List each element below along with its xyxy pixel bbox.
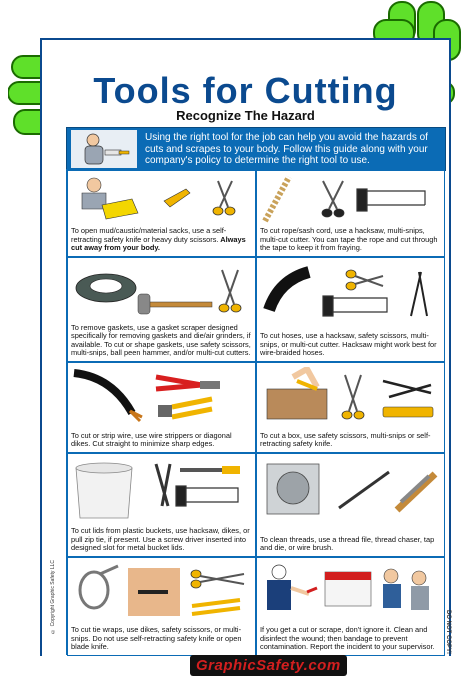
dikes-icon	[156, 464, 170, 506]
treating-wound-figure	[383, 569, 429, 610]
cell-gaskets	[67, 257, 256, 362]
hose-tools-art	[261, 262, 441, 322]
hacksaw-icon	[323, 296, 387, 316]
pliers-icon	[158, 399, 212, 417]
cell-box	[256, 362, 445, 453]
snips-icon	[411, 272, 427, 316]
poster-subtitle: Recognize The Hazard	[176, 108, 315, 123]
cell-tie-wraps-text: To cut tie wraps, use dikes, safety scissors, or multi-snips. Do not use self-retracting safety knife or open blade knife.	[71, 625, 242, 652]
scissors-icon	[346, 270, 383, 290]
cell-buckets-text: To cut lids from plastic buckets, use hacksaw, dikes, or pull zip tie, if present. Use a screw driver inserted into designed slot for metal bucket lids.	[71, 526, 250, 553]
gasket-icon	[76, 274, 136, 302]
sack-cutting-art	[72, 175, 252, 221]
cell-rope-text: To cut rope/sash cord, use a hacksaw, multi-snips, multi-cut cutter. You can tape the rope and cut through the tape to keep it from fraying.	[260, 226, 438, 253]
hacksaw-icon	[176, 486, 238, 506]
thread-file-icon	[339, 472, 389, 508]
hand-with-dikes-icon	[128, 568, 180, 616]
hammer-icon	[138, 294, 212, 314]
wire-stripper-icon	[156, 377, 220, 389]
cell-threads	[256, 453, 445, 557]
dikes-icon	[192, 600, 240, 614]
rope-icon	[265, 177, 289, 221]
cell-gaskets-text: To remove gaskets, use a gasket scraper designed specifically for removing gaskets and die/air grinders, if available. To cut or shape gaskets, use safety scissors, multi-snips, ball peen hammer, and/or multi-cut cutters.	[71, 322, 251, 358]
zip-tie-icon	[80, 566, 118, 608]
box-tools-art	[261, 367, 441, 427]
cell-hoses-text: To cut hoses, use a hacksaw, safety scissors, multi-snips, or multi-cut cutter. Hacksaw might work best for wire-braided hoses.	[260, 331, 437, 358]
scissors-icon	[322, 181, 344, 217]
cell-buckets	[67, 453, 256, 557]
cell-hoses	[256, 257, 445, 362]
wire-brush-icon	[397, 474, 435, 510]
hacksaw-icon	[357, 189, 425, 211]
tie-wrap-tools-art	[72, 562, 252, 622]
cell-sacks-text: To open mud/caustic/material sacks, use a self-retracting safety knife or heavy duty scissors. Always cut away from your body.	[71, 226, 246, 253]
do-not-copy-text: DO NOT COPY!	[445, 610, 451, 655]
knife-icon	[164, 189, 190, 207]
copyright-text: © Copyright Graphic Safety LLC	[50, 560, 56, 634]
first-aid-art	[261, 562, 441, 626]
intro-banner	[66, 127, 446, 171]
scissors-icon	[213, 181, 235, 215]
scissors-icon	[219, 270, 241, 312]
first-aid-kit-icon	[325, 572, 371, 606]
cell-tie-wraps	[67, 557, 256, 656]
scissors-icon	[191, 570, 244, 588]
box-icon	[267, 369, 327, 419]
hose-icon	[269, 272, 309, 310]
snips-icon	[383, 381, 431, 397]
cell-box-text: To cut a box, use safety scissors, multi-snips or self-retracting safety knife.	[260, 430, 431, 449]
bucket-icon	[76, 463, 132, 518]
cell-wire-text: To cut or strip wire, use wire strippers or diagonal dikes. Cut straight to minimize sharp edges.	[71, 430, 232, 449]
thread-tools-art	[261, 458, 441, 520]
scissors-icon	[342, 375, 364, 419]
box-cutter-icon	[383, 407, 433, 417]
wire-tools-art	[72, 367, 252, 423]
graphic-safety-logo: GraphicSafety.com	[190, 655, 347, 676]
cell-rope	[256, 170, 445, 257]
gasket-tools-art	[72, 262, 252, 320]
worker-with-knife-figure	[71, 130, 137, 168]
bucket-tools-art	[72, 458, 252, 522]
cell-threads-text: To clean threads, use a thread file, thread chaser, tap and die, or wire brush.	[260, 534, 435, 553]
cell-wire	[67, 362, 256, 453]
worker-figure	[267, 565, 317, 610]
cell-first-aid-text: If you get a cut or scrape, don't ignore it. Clean and disinfect the wound; then bandage to prevent contamination. Report the incident to your supervisor.	[260, 625, 435, 652]
wire-icon	[74, 373, 142, 421]
intro-text: Using the right tool for the job can help you avoid the hazards of cuts and scrapes to your body. Follow this guide along with your company's policy to determine the right tool to use.	[145, 132, 428, 166]
cell-first-aid	[256, 557, 445, 656]
cell-sacks	[67, 170, 256, 257]
tools-grid	[66, 169, 444, 655]
rope-cutting-art	[261, 175, 441, 225]
threaded-pipe-icon	[267, 464, 319, 514]
poster-title: Tools for Cutting	[93, 70, 398, 111]
